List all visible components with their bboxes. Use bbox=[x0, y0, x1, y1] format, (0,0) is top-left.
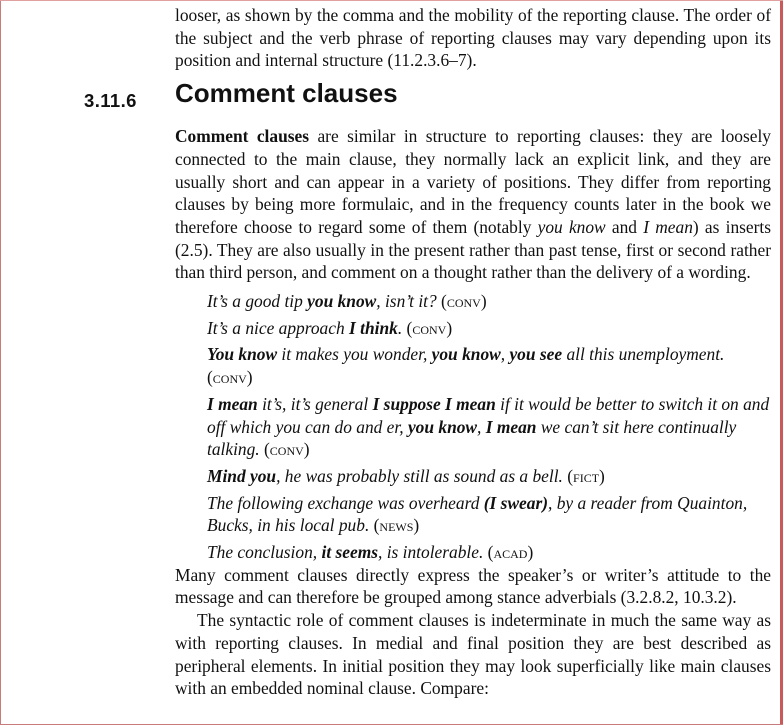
para1-and: and bbox=[605, 216, 644, 237]
example-comment-clause: (I swear) bbox=[483, 492, 549, 513]
example-text: The conclusion, bbox=[207, 542, 322, 563]
example-text: if it would be better to switch it on and off which you can do and er, bbox=[207, 393, 770, 437]
para1-text-a: are similar in structure to reporting clauses: they are loosely connected to the main clause, they normally lack an explicit link, and they are usually short and can appear in a variety of positions. They differ from reporting clauses by being more formulaic, and in the frequency counts later in the book we therefore choose to regard some of them (notably bbox=[175, 126, 771, 237]
example-source-register: (conv) bbox=[264, 439, 310, 460]
example-comment-clause: you know bbox=[431, 344, 501, 365]
example-sentence bbox=[207, 393, 771, 461]
left-border bbox=[0, 0, 1, 725]
example-comment-clause: I think bbox=[349, 317, 398, 338]
example-text: all this unemployment. bbox=[562, 344, 725, 365]
intro-paragraph: looser, as shown by the comma and the mobility of the reporting clause. The order of the subject and the verb phrase of reporting clauses may vary depending upon its position and internal structure (11.2.3.6–7). bbox=[175, 5, 771, 71]
term-comment-clauses: Comment clauses bbox=[175, 126, 310, 147]
example-text: The following exchange was overheard bbox=[207, 492, 484, 513]
stance-paragraph: Many comment clauses directly express the speaker’s or writer’s attitude to the message and can therefore be grouped among stance adverbials (3.2.8.2, 10.3.2). bbox=[175, 564, 771, 608]
example-comment-clause: You know bbox=[207, 344, 278, 365]
example-source-register: (conv) bbox=[441, 291, 487, 312]
example-comment-clause: you see bbox=[509, 344, 563, 365]
para1-text-b: ) as inserts (2.5). They are also usually in the present rather than past tense, first or second rather than third person, and comment on a thought rather than the delivery of a wording. bbox=[175, 216, 772, 283]
example-source-register: (conv) bbox=[207, 367, 253, 388]
example-text: , bbox=[500, 344, 510, 365]
term-you-know: you know bbox=[537, 216, 606, 237]
example-sentence bbox=[207, 317, 771, 340]
example-text: It’s a good tip bbox=[207, 291, 308, 312]
comment-clauses-paragraph bbox=[175, 125, 771, 284]
example-text: we can’t sit here continually talking. bbox=[207, 416, 737, 460]
example-text: , is intolerable. bbox=[378, 542, 488, 563]
example-sentence bbox=[207, 492, 771, 537]
example-text: . bbox=[397, 317, 407, 338]
example-comment-clause: Mind you bbox=[207, 465, 277, 486]
example-sentence bbox=[207, 343, 771, 388]
example-text: , by a reader from Quainton, Bucks, in his local pub. bbox=[207, 492, 748, 536]
example-source-register: (acad) bbox=[487, 542, 534, 563]
example-comment-clause: it seems bbox=[321, 542, 378, 563]
example-text: it makes you wonder, bbox=[277, 344, 432, 365]
example-text: it’s, it’s general bbox=[257, 393, 373, 414]
example-sentence bbox=[207, 290, 771, 313]
section-number: 3.11.6 bbox=[84, 90, 137, 112]
example-sentence bbox=[207, 465, 771, 488]
example-comment-clause: I suppose I mean bbox=[372, 393, 496, 414]
example-source-register: (fict) bbox=[567, 465, 605, 486]
example-text: , he was probably still as sound as a bell. bbox=[276, 465, 568, 486]
syntactic-role-paragraph: The syntactic role of comment clauses is indeterminate in much the same way as with reporting clauses. In medial and final position they are best described as peripheral elements. In initial position they may look superficially like main clauses with an embedded nominal clause. Compare: bbox=[175, 610, 771, 699]
section-title: Comment clauses bbox=[175, 78, 398, 109]
text-column bbox=[84, 4, 772, 700]
example-sentence bbox=[207, 541, 771, 564]
section-heading bbox=[84, 78, 771, 125]
example-comment-clause: I mean bbox=[485, 416, 537, 437]
example-list bbox=[175, 290, 771, 564]
example-source-register: (conv) bbox=[406, 317, 453, 338]
example-text: , isn’t it? bbox=[376, 291, 442, 312]
example-comment-clause: I mean bbox=[207, 393, 258, 414]
example-text: It’s a nice approach bbox=[207, 317, 350, 338]
example-comment-clause: you know bbox=[307, 291, 377, 312]
top-border bbox=[0, 0, 783, 1]
term-i-mean: I mean bbox=[643, 216, 693, 237]
example-comment-clause: you know bbox=[407, 416, 478, 437]
example-text: , bbox=[477, 416, 486, 437]
example-source-register: (news) bbox=[373, 515, 420, 536]
